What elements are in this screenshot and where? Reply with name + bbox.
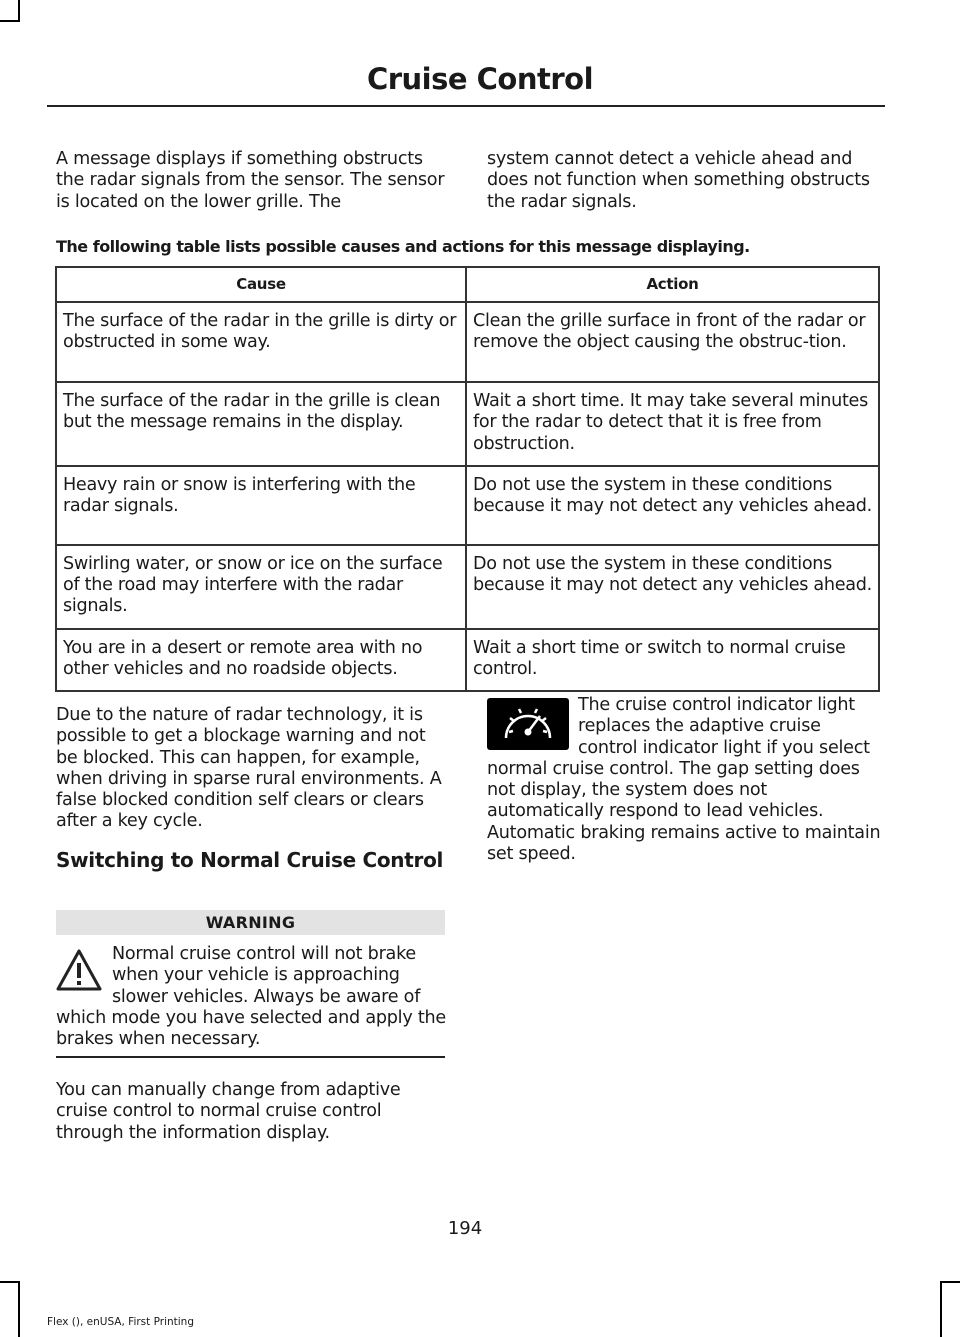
cause-column-header: Cause	[56, 267, 466, 302]
action-cell: Do not use the system in these conditions because it may not detect any vehicles ahead.	[466, 545, 879, 629]
table-row	[56, 382, 879, 466]
section-heading: Switching to Normal Cruise Control	[56, 848, 444, 872]
table-row	[56, 545, 879, 629]
table-row	[56, 302, 879, 382]
cause-cell: Swirling water, or snow or ice on the surface of the road may interfere with the radar signals.	[56, 545, 466, 629]
crop-mark	[0, 20, 20, 22]
warning-text: Normal cruise control will not brake when your vehicle is approaching slower vehicles. Always be aware of which mode you have selected and apply the brakes when necessary.	[56, 944, 446, 1050]
header-divider	[47, 105, 885, 107]
warning-divider	[56, 1056, 445, 1058]
crop-mark	[18, 0, 20, 20]
action-cell: Clean the grille surface in front of the radar or remove the object causing the obstruc-tion.	[466, 302, 879, 382]
warning-text-block	[56, 944, 448, 1050]
crop-mark	[18, 1283, 20, 1337]
action-cell: Do not use the system in these conditions because it may not detect any vehicles ahead.	[466, 466, 879, 545]
warning-label: WARNING	[56, 910, 445, 935]
crop-mark	[940, 1281, 960, 1283]
action-cell: Wait a short time. It may take several minutes for the radar to detect that it is free from obstruction.	[466, 382, 879, 466]
action-column-header: Action	[466, 267, 879, 302]
causes-table	[55, 266, 880, 692]
cause-cell: The surface of the radar in the grille is clean but the message remains in the display.	[56, 382, 466, 466]
page-number: 194	[447, 1218, 483, 1239]
crop-mark	[0, 1281, 20, 1283]
cause-cell: You are in a desert or remote area with no other vehicles and no roadside objects.	[56, 629, 466, 692]
table-header-row	[56, 267, 879, 302]
manual-change-paragraph: You can manually change from adaptive cruise control to normal cruise control through the information display.	[56, 1080, 401, 1143]
cause-cell: The surface of the radar in the grille is dirty or obstructed in some way.	[56, 302, 466, 382]
page-title: Cruise Control	[366, 62, 594, 96]
footer-text: Flex (), enUSA, First Printing	[47, 1316, 194, 1328]
intro-right-paragraph: system cannot detect a vehicle ahead and does not function when something obstructs the radar signals.	[487, 149, 870, 212]
crop-mark	[940, 1283, 942, 1337]
indicator-text: The cruise control indicator light replaces the adaptive cruise control indicator light if you select normal cruise control. The gap setting does not display, the system does not automatically respond to lead vehicles. Automatic braking remains active to maintain set speed.	[487, 695, 881, 865]
radar-note-paragraph: Due to the nature of radar technology, it is possible to get a blockage warning and not be blocked. This can happen, for example, when driving in sparse rural environments. A false blocked condition self clears or clears after a key cycle.	[56, 705, 442, 832]
intro-left-paragraph: A message displays if something obstructs the radar signals from the sensor. The sensor is located on the lower grille. The	[56, 149, 445, 212]
indicator-text-block	[487, 695, 885, 865]
action-cell: Wait a short time or switch to normal cruise control.	[466, 629, 879, 692]
table-row	[56, 466, 879, 545]
table-row	[56, 629, 879, 692]
cause-cell: Heavy rain or snow is interfering with the radar signals.	[56, 466, 466, 545]
table-intro: The following table lists possible causes and actions for this message displaying.	[56, 237, 750, 256]
